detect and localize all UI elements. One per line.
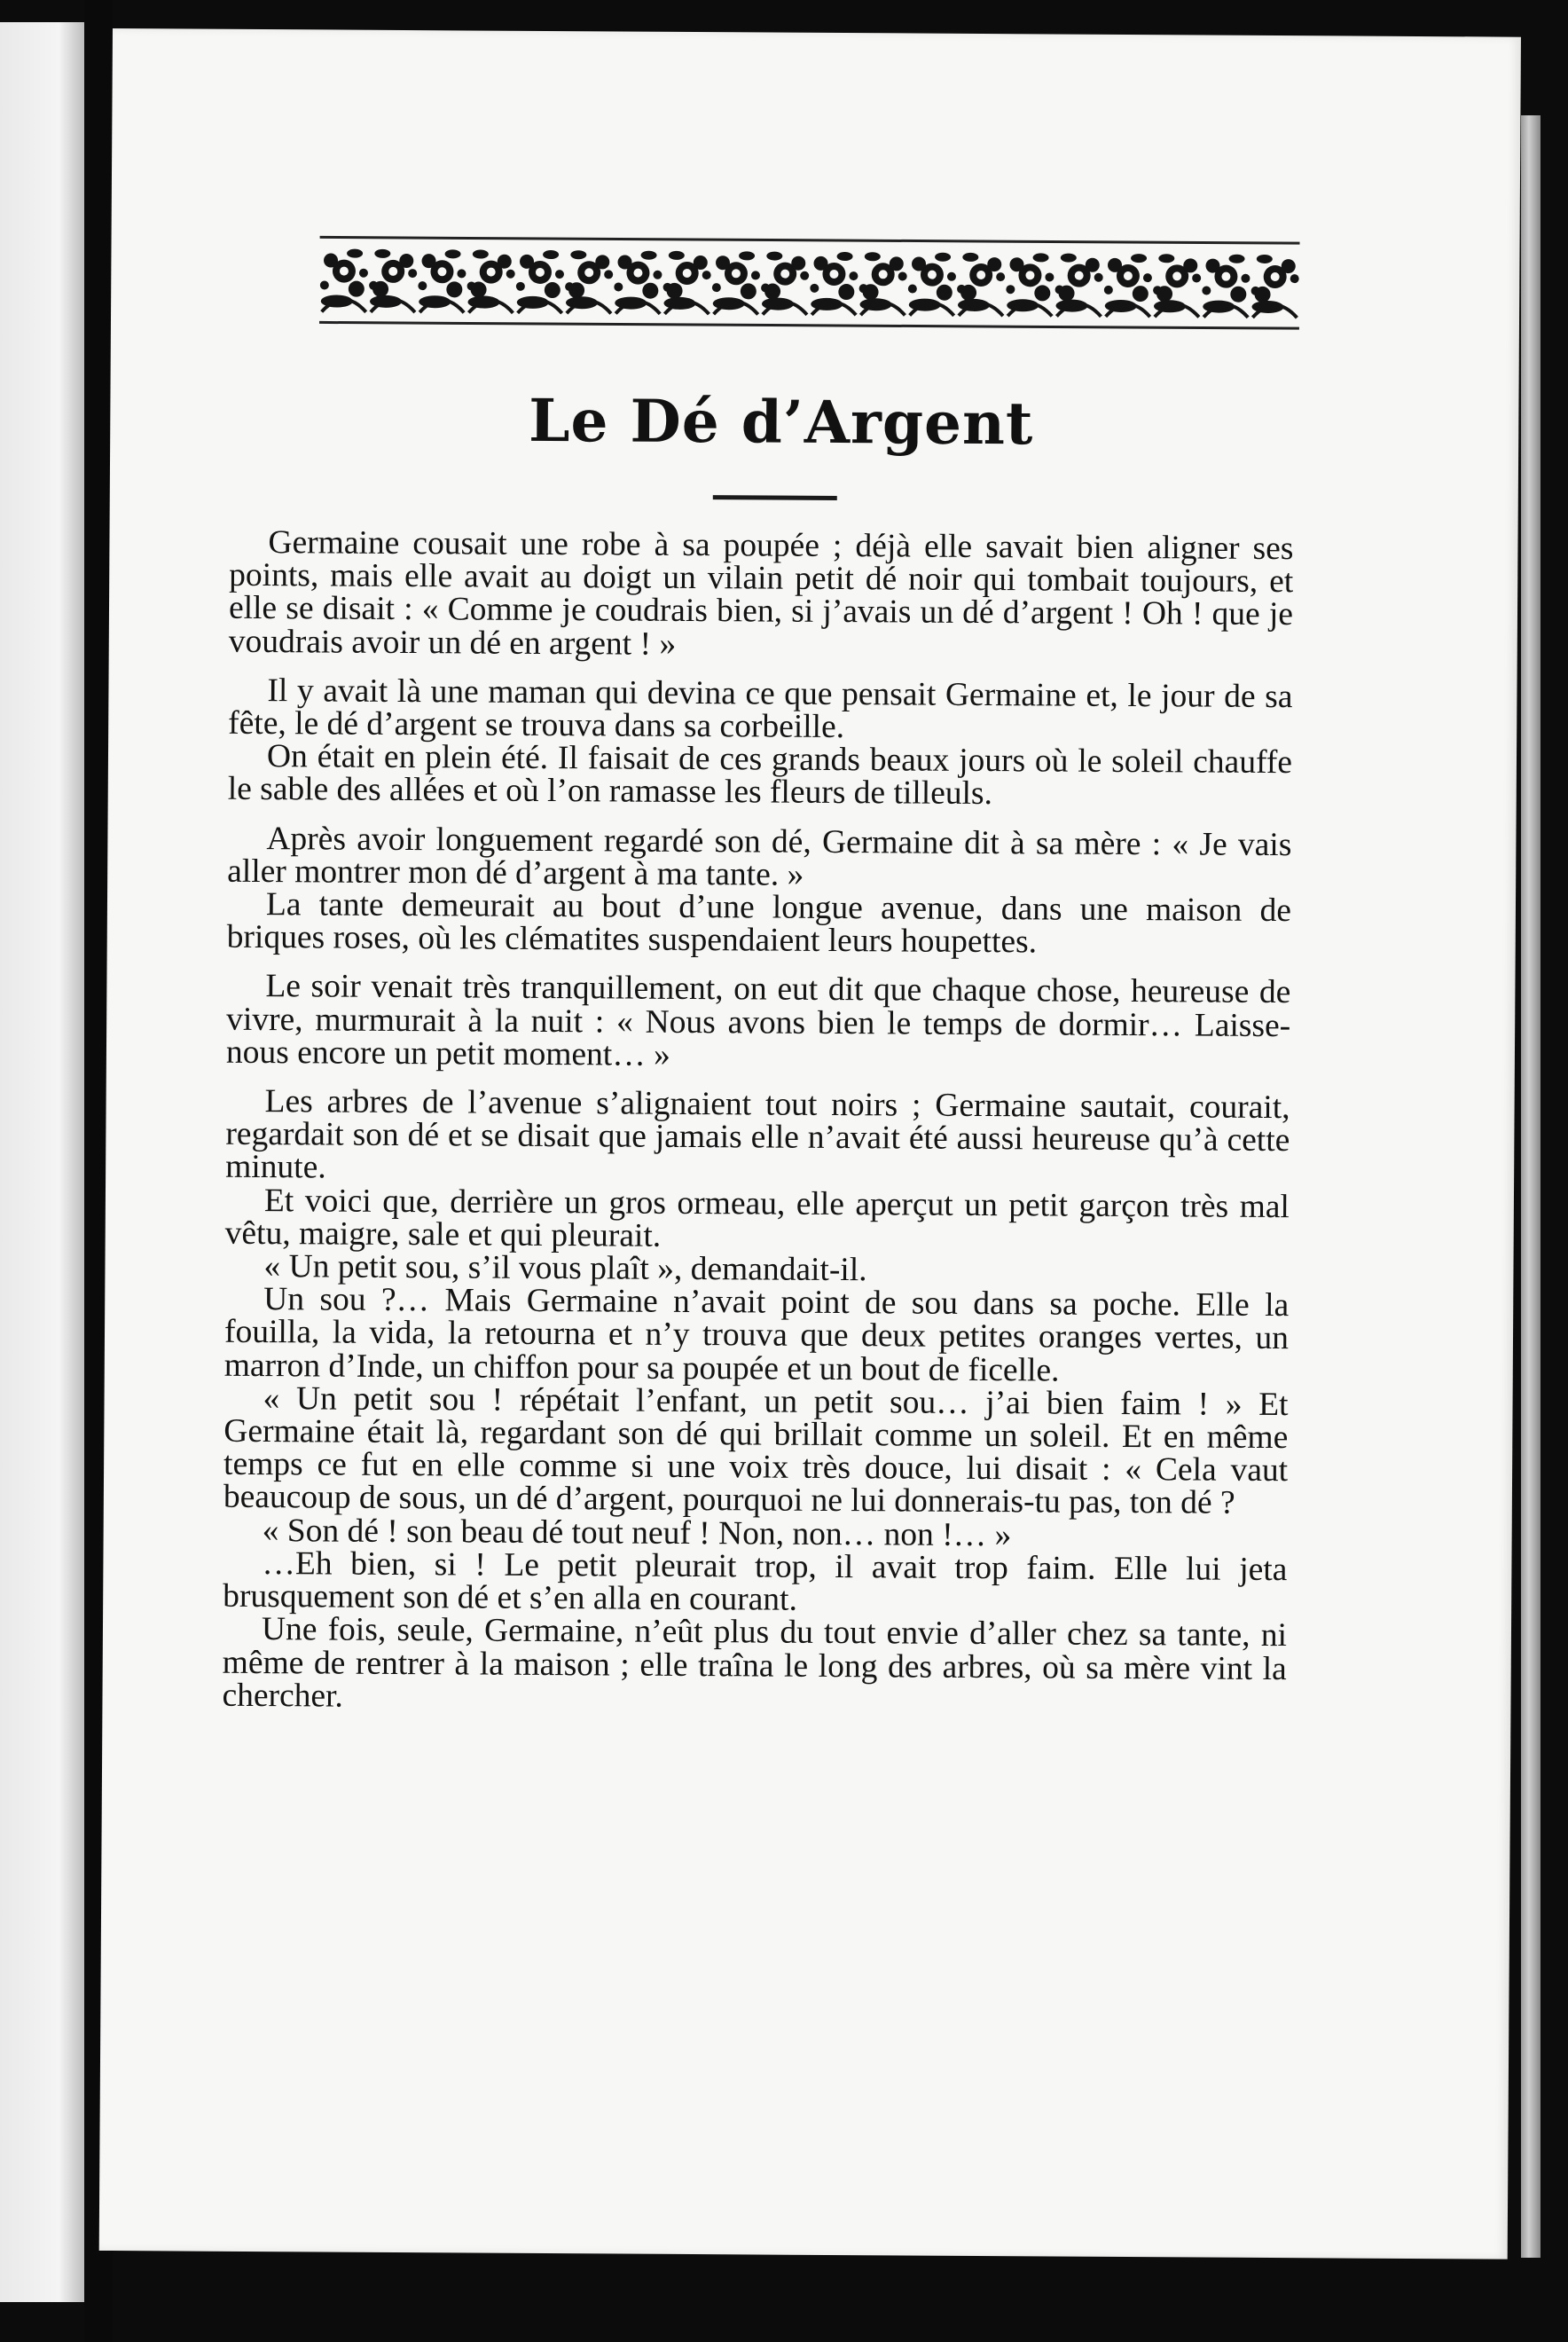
ornament-flower xyxy=(1104,254,1152,317)
ornament-flower xyxy=(466,249,514,312)
story-paragraph: « Un petit sou, s’il vous plaît », demandait-il. xyxy=(263,1248,867,1289)
ornament-flower xyxy=(1202,255,1250,318)
ornament-flower xyxy=(565,250,613,313)
story-text xyxy=(222,526,1293,1718)
chapter-title: Le Dé d’Argent xyxy=(528,385,1034,459)
story-paragraph: « Son dé ! son beau dé tout neuf ! Non, non… non !… » xyxy=(262,1512,1012,1553)
ornament-flower xyxy=(320,248,368,311)
page-stack-edge xyxy=(1521,115,1541,2258)
facing-page-edge xyxy=(0,22,84,2302)
story-paragraph: Un sou ?… Mais Germaine n’avait point de sou dans sa poche. Elle la fouilla, la vida, la retourna et n’y trouva que deux petites oranges vertes, un marron d’Inde, un chiffon pour sa poupée et un bout de ficelle. xyxy=(223,1281,1290,1389)
story-paragraph: « Un petit sou ! répétait l’enfant, un petit sou… j’ai bien faim ! » Et Germaine était là, regardant son dé qui brillait comme un soleil. Et en même temps ce fut en elle comme si une voix très douce, lui disait : « Cela vaut beaucoup de sous, un dé d’argent, pourquoi ne lui donnerais-tu pas, ton dé ? xyxy=(223,1379,1289,1522)
ornament-flower xyxy=(810,252,858,315)
ornament-flower xyxy=(858,252,906,315)
ornament-flower xyxy=(614,250,662,313)
story-paragraph: La tante demeurait au bout d’une longue avenue, dans une maison de briques roses, où les clématites suspendaient leurs houpettes. xyxy=(226,886,1292,961)
ornament-flower xyxy=(1006,253,1054,316)
story-paragraph: Il y avait là une maman qui devina ce que pensait Germaine et, le jour de sa fête, le dé d’argent se trouva dans sa corbeille. xyxy=(228,672,1293,746)
ornament-flower xyxy=(418,249,466,312)
title-divider xyxy=(713,495,837,500)
ornament-flower xyxy=(712,251,760,314)
ornament-flower xyxy=(516,250,564,313)
ornament-flower xyxy=(1153,254,1201,317)
story-paragraph: On était en plein été. Il faisait de ces grands beaux jours où le soleil chauffe le sable des allées et où l’on ramasse les fleurs de tilleuls. xyxy=(227,738,1293,813)
ornament-flower xyxy=(1250,255,1298,318)
story-paragraph: Après avoir longuement regardé son dé, Germaine dit à sa mère : « Je vais aller montrer mon dé d’argent à ma tante. » xyxy=(227,820,1292,893)
book-page xyxy=(99,28,1521,2259)
story-paragraph: Une fois, seule, Germaine, n’eût plus du tout envie d’aller chez sa tante, ni même de rentrer à la maison ; elle traîna le long des arbres, où sa mère vint la chercher. xyxy=(222,1611,1288,1715)
ornament-flower xyxy=(761,251,809,314)
floral-ornament-band xyxy=(319,233,1300,333)
ornament-flower xyxy=(957,253,1005,316)
ornament-flower xyxy=(908,252,956,315)
story-paragraph: Et voici que, derrière un gros ormeau, elle aperçut un petit garçon très mal vêtu, maigre, sale et qui pleurait. xyxy=(224,1182,1290,1254)
story-paragraph: …Eh bien, si ! Le petit pleurait trop, il avait trop faim. Elle lui jeta brusquement son dé et s’en alla en courant. xyxy=(223,1544,1288,1618)
ornament-flower xyxy=(369,249,417,312)
ornament-flower xyxy=(1054,253,1102,316)
story-paragraph: Les arbres de l’avenue s’alignaient tout noirs ; Germaine sautait, courait, regardait son dé et se disait que jamais elle n’avait été aussi heureuse qu’à cette minute. xyxy=(225,1083,1290,1186)
ornament-flower xyxy=(662,251,710,314)
story-paragraph: Le soir venait très tranquillement, on eut dit que chaque chose, heureuse de vivre, murmurait à la nuit : « Nous avons bien le temps de dormir… Laisse-nous encore un petit moment… » xyxy=(225,968,1291,1073)
story-paragraph: Germaine cousait une robe à sa poupée ; déjà elle savait bien aligner ses points, mais elle avait au doigt un vilain petit dé noir qui tombait toujours, et elle se disait : « Comme je coudrais bien, si j’avais un dé d’argent ! Oh ! que je voudrais avoir un dé en argent ! » xyxy=(228,524,1294,663)
